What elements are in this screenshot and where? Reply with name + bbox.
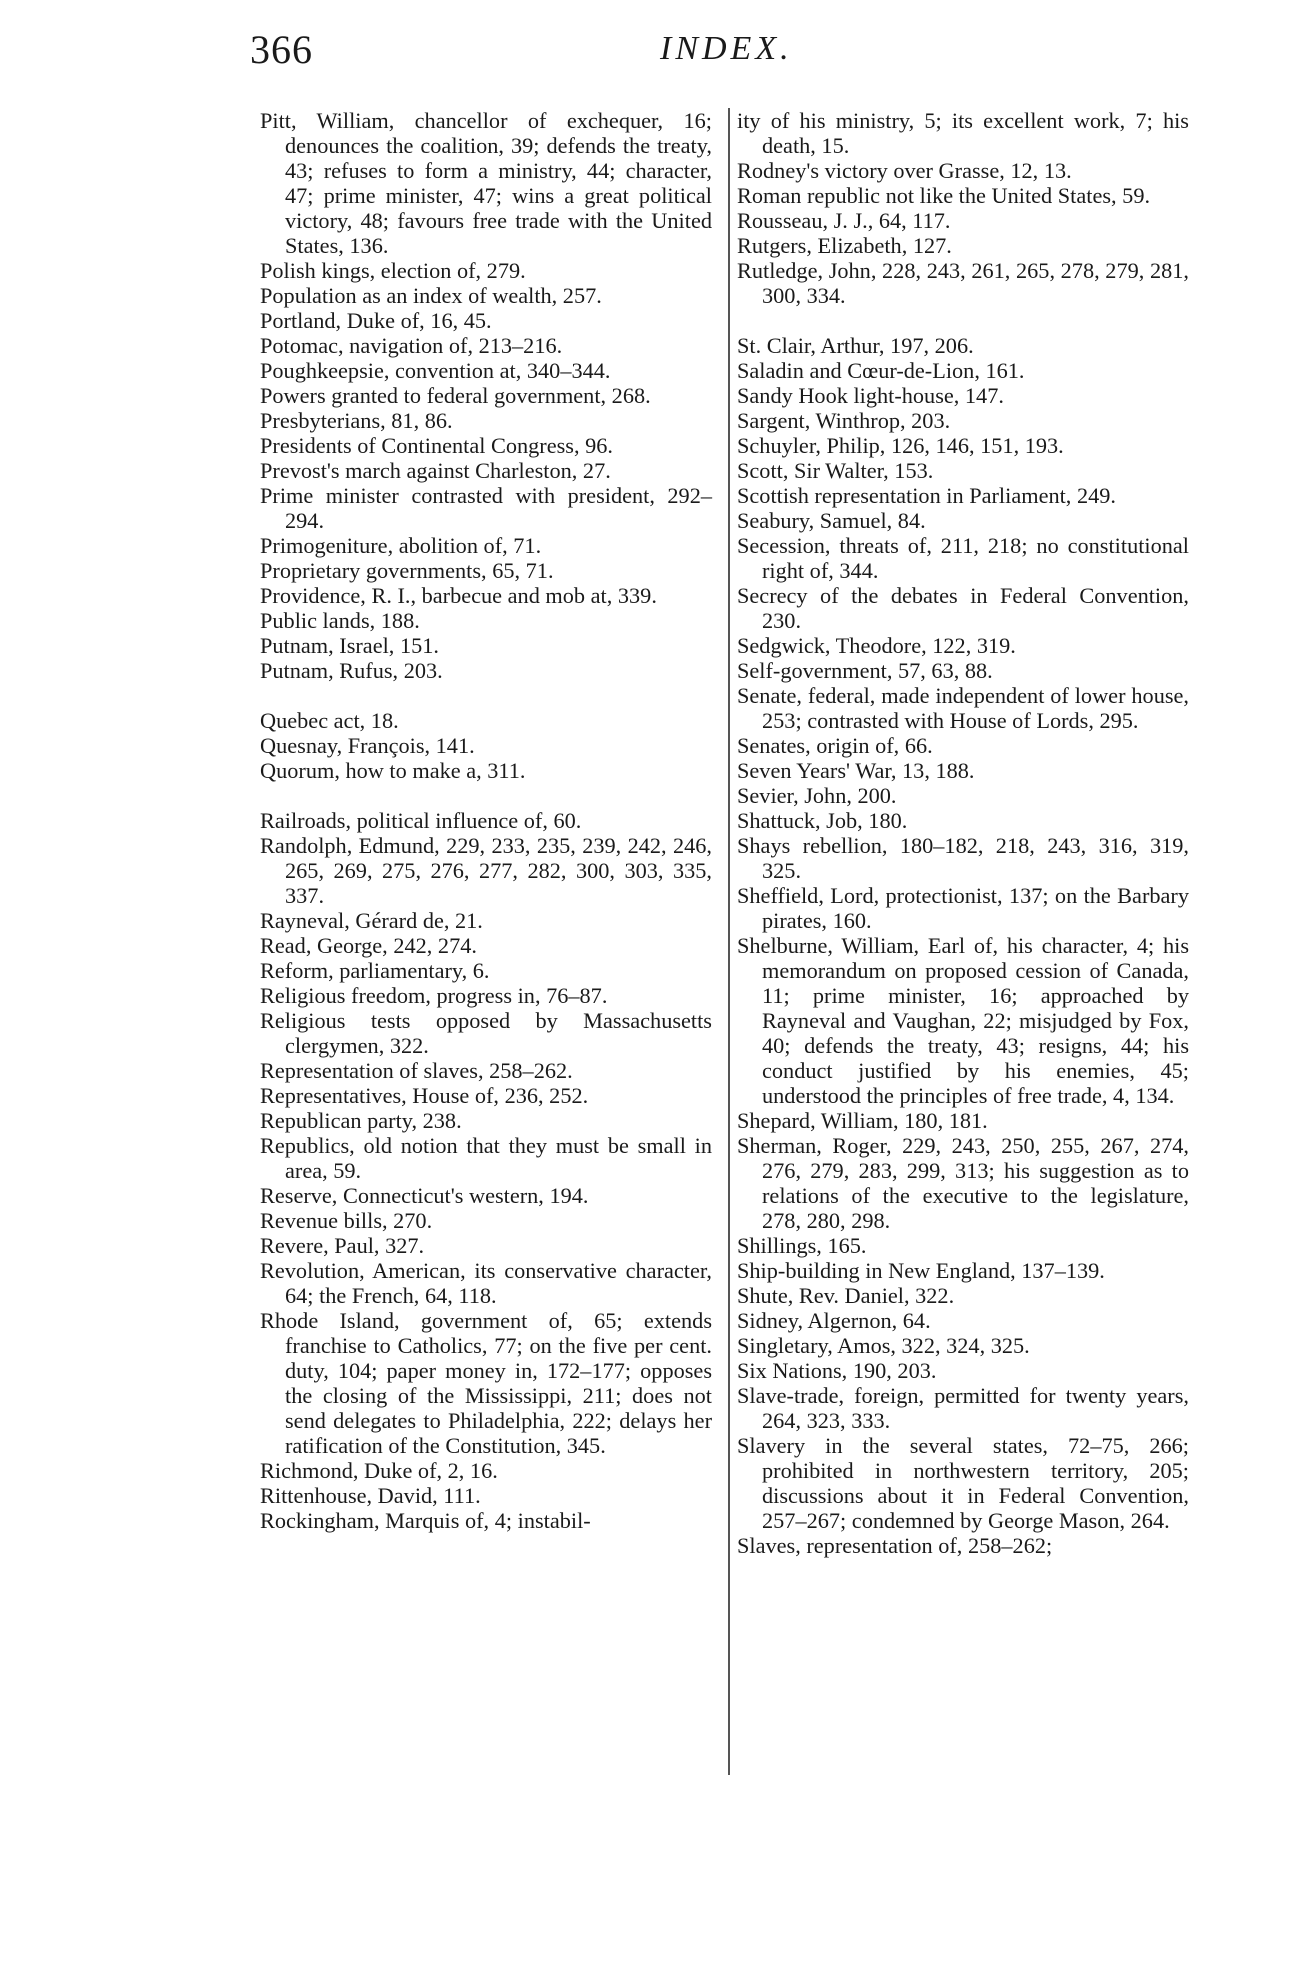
index-entry: Providence, R. I., barbecue and mob at, 339. [260, 583, 657, 608]
index-entry: Religious tests opposed by Massachusetts clergymen, 322. [260, 1008, 712, 1058]
left-column [260, 108, 712, 1533]
index-entry: Secession, threats of, 211, 218; no constitutional right of, 344. [737, 533, 1189, 583]
index-entry: ity of his ministry, 5; its excellent work, 7; his death, 15. [737, 108, 1189, 158]
index-entry: Ship-building in New England, 137–139. [737, 1258, 1105, 1283]
running-head: INDEX. [660, 30, 793, 67]
index-entry: Scottish representation in Parliament, 249. [737, 483, 1116, 508]
index-entry: Revenue bills, 270. [260, 1208, 433, 1233]
index-entry: Proprietary governments, 65, 71. [260, 558, 554, 583]
entry-gap [260, 683, 712, 708]
index-entry: Rockingham, Marquis of, 4; instabil- [260, 1508, 591, 1533]
entry-gap [260, 783, 712, 808]
right-column [737, 108, 1189, 1558]
index-entry: Sevier, John, 200. [737, 783, 897, 808]
index-entry: Revere, Paul, 327. [260, 1233, 425, 1258]
index-entry: Representatives, House of, 236, 252. [260, 1083, 589, 1108]
index-entry: Sedgwick, Theodore, 122, 319. [737, 633, 1016, 658]
index-entry: Population as an index of wealth, 257. [260, 283, 602, 308]
index-entry: Shepard, William, 180, 181. [737, 1108, 988, 1133]
index-entry: Six Nations, 190, 203. [737, 1358, 937, 1383]
index-entry: Putnam, Israel, 151. [260, 633, 439, 658]
index-entry: Rayneval, Gérard de, 21. [260, 908, 483, 933]
index-entry: Prime minister contrasted with president, 292–294. [260, 483, 712, 533]
index-entry: Rhode Island, government of, 65; extends franchise to Catholics, 77; on the five per cent. duty, 104; paper money in, 172–177; opposes the closing of the Mississippi, 211; does not send delegates to Philadelphia, 222; delays her ratification of the Constitution, 345. [260, 1308, 712, 1458]
index-entry: Quorum, how to make a, 311. [260, 758, 526, 783]
index-entry: Shelburne, William, Earl of, his character, 4; his memorandum on proposed cession of Canada, 11; prime minister, 16; approached by Rayneval and Vaughan, 22; misjudged by Fox, 40; defends the treaty, 43; resigns, 44; his conduct justified by his enemies, 45; understood the principles of free trade, 4, 134. [737, 933, 1189, 1108]
index-entry: Shays rebellion, 180–182, 218, 243, 316, 319, 325. [737, 833, 1189, 883]
index-entry: Sherman, Roger, 229, 243, 250, 255, 267, 274, 276, 279, 283, 299, 313; his suggestion as to relations of the executive to the legislature, 278, 280, 298. [737, 1133, 1189, 1233]
index-entry: Railroads, political influence of, 60. [260, 808, 582, 833]
index-entry: Rutledge, John, 228, 243, 261, 265, 278, 279, 281, 300, 334. [737, 258, 1189, 308]
index-entry: Rousseau, J. J., 64, 117. [737, 208, 951, 233]
index-entry: Secrecy of the debates in Federal Convention, 230. [737, 583, 1189, 633]
index-entry: Slavery in the several states, 72–75, 266; prohibited in northwestern territory, 205; discussions about it in Federal Convention, 257–267; condemned by George Mason, 264. [737, 1433, 1189, 1533]
index-entry: Roman republic not like the United States, 59. [737, 183, 1151, 208]
entry-gap [737, 308, 1189, 333]
index-entry: Slave-trade, foreign, permitted for twenty years, 264, 323, 333. [737, 1383, 1189, 1433]
index-entry: Shute, Rev. Daniel, 322. [737, 1283, 955, 1308]
index-entry: Republics, old notion that they must be small in area, 59. [260, 1133, 712, 1183]
index-entry: Sandy Hook light-house, 147. [737, 383, 1004, 408]
index-entry: Potomac, navigation of, 213–216. [260, 333, 563, 358]
index-entry: Rittenhouse, David, 111. [260, 1483, 481, 1508]
index-entry: Primogeniture, abolition of, 71. [260, 533, 542, 558]
index-entry: Senate, federal, made independent of lower house, 253; contrasted with House of Lords, 295. [737, 683, 1189, 733]
index-entry: Rutgers, Elizabeth, 127. [737, 233, 952, 258]
page-header [250, 26, 1190, 86]
index-entry: Reform, parliamentary, 6. [260, 958, 490, 983]
index-entry: Self-government, 57, 63, 88. [737, 658, 993, 683]
index-entry: Shillings, 165. [737, 1233, 867, 1258]
index-entry: Randolph, Edmund, 229, 233, 235, 239, 242, 246, 265, 269, 275, 276, 277, 282, 300, 303, 335, 337. [260, 833, 712, 908]
index-entry: Senates, origin of, 66. [737, 733, 933, 758]
index-entry: Portland, Duke of, 16, 45. [260, 308, 492, 333]
index-entry: Quesnay, François, 141. [260, 733, 475, 758]
index-entry: Shattuck, Job, 180. [737, 808, 908, 833]
index-entry: Schuyler, Philip, 126, 146, 151, 193. [737, 433, 1064, 458]
index-entry: Republican party, 238. [260, 1108, 462, 1133]
index-entry: Singletary, Amos, 322, 324, 325. [737, 1333, 1030, 1358]
index-entry: Presidents of Continental Congress, 96. [260, 433, 614, 458]
page-number: 366 [250, 27, 313, 72]
index-entry: Revolution, American, its conservative character, 64; the French, 64, 118. [260, 1258, 712, 1308]
index-entry: Powers granted to federal government, 268. [260, 383, 651, 408]
index-entry: Poughkeepsie, convention at, 340–344. [260, 358, 611, 383]
index-entry: Sheffield, Lord, protectionist, 137; on the Barbary pirates, 160. [737, 883, 1189, 933]
index-entry: Sargent, Winthrop, 203. [737, 408, 951, 433]
column-divider [728, 108, 730, 1775]
index-entry: Putnam, Rufus, 203. [260, 658, 443, 683]
index-entry: Presbyterians, 81, 86. [260, 408, 453, 433]
index-entry: Sidney, Algernon, 64. [737, 1308, 931, 1333]
index-entry: Public lands, 188. [260, 608, 420, 633]
index-entry: Reserve, Connecticut's western, 194. [260, 1183, 589, 1208]
index-entry: Scott, Sir Walter, 153. [737, 458, 934, 483]
index-entry: Rodney's victory over Grasse, 12, 13. [737, 158, 1072, 183]
index-entry: St. Clair, Arthur, 197, 206. [737, 333, 974, 358]
index-entry: Religious freedom, progress in, 76–87. [260, 983, 608, 1008]
index-entry: Quebec act, 18. [260, 708, 399, 733]
index-entry: Seabury, Samuel, 84. [737, 508, 926, 533]
index-entry: Polish kings, election of, 279. [260, 258, 526, 283]
index-entry: Prevost's march against Charleston, 27. [260, 458, 611, 483]
index-entry: Representation of slaves, 258–262. [260, 1058, 573, 1083]
index-entry: Slaves, representation of, 258–262; [737, 1533, 1053, 1558]
index-entry: Pitt, William, chancellor of exchequer, 16; denounces the coalition, 39; defends the treaty, 43; refuses to form a ministry, 44; character, 47; prime minister, 47; wins a great political victory, 48; favours free trade with the United States, 136. [260, 108, 712, 258]
index-entry: Read, George, 242, 274. [260, 933, 477, 958]
index-entry: Seven Years' War, 13, 188. [737, 758, 975, 783]
index-entry: Saladin and Cœur-de-Lion, 161. [737, 358, 1025, 383]
index-entry: Richmond, Duke of, 2, 16. [260, 1458, 498, 1483]
